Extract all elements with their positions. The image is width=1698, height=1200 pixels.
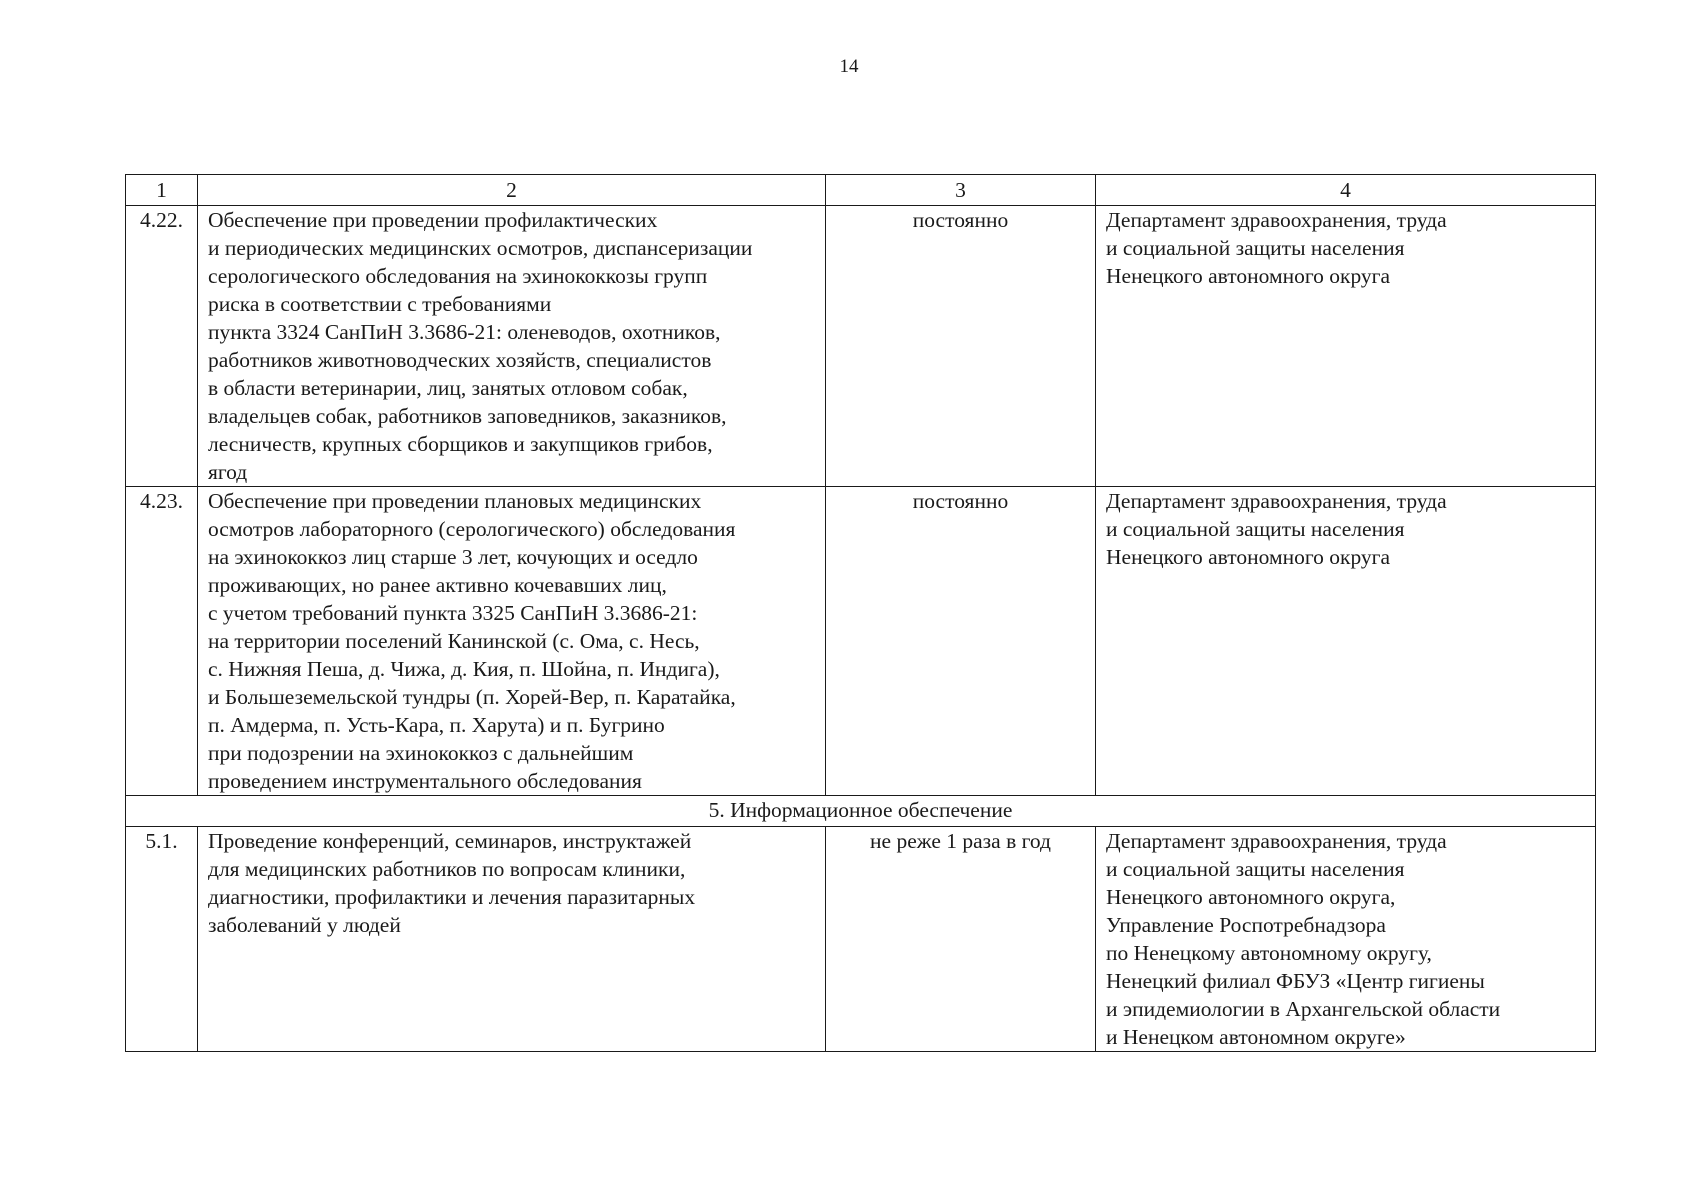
section-title: 5. Информационное обеспечение (126, 796, 1596, 827)
action-line: заболеваний у людей (208, 913, 401, 937)
term-cell: постоянно (826, 206, 1096, 487)
action-line: на территории поселений Канинской (с. Ома, с. Несь, (208, 629, 700, 653)
executor-line: и Ненецком автономном округе» (1106, 1025, 1406, 1049)
page-number: 14 (839, 56, 859, 77)
header-cell-col2: 2 (198, 175, 826, 206)
row-number: 4.22. (126, 206, 198, 487)
executor-line: Департамент здравоохранения, труда (1106, 829, 1447, 853)
action-line: при подозрении на эхинококкоз с дальнейшим (208, 741, 634, 765)
action-line: ягод (208, 460, 248, 484)
executor-line: Ненецкого автономного округа, (1106, 885, 1396, 909)
term-cell: не реже 1 раза в год (826, 827, 1096, 1052)
executor-line: Департамент здравоохранения, труда (1106, 489, 1447, 513)
action-line: риска в соответствии с требованиями (208, 292, 552, 316)
section-row (126, 796, 1596, 827)
table-header-row (126, 175, 1596, 206)
executor-cell (1096, 487, 1596, 796)
executor-line: и эпидемиологии в Архангельской области (1106, 997, 1501, 1021)
header-cell-col1: 1 (126, 175, 198, 206)
action-line: проведением инструментального обследования (208, 769, 642, 793)
table-row (126, 206, 1596, 487)
executor-line: по Ненецкому автономному округу, (1106, 941, 1432, 965)
action-line: с. Нижняя Пеша, д. Чижа, д. Кия, п. Шойна, п. Индига), (208, 657, 720, 681)
executor-line: Ненецкого автономного округа (1106, 264, 1391, 288)
executor-line: Управление Роспотребнадзора (1106, 913, 1386, 937)
executor-line: Департамент здравоохранения, труда (1106, 208, 1447, 232)
action-line: и периодических медицинских осмотров, диспансеризации (208, 236, 753, 260)
executor-line: и социальной защиты населения (1106, 517, 1405, 541)
executor-cell (1096, 827, 1596, 1052)
action-line: Обеспечение при проведении плановых медицинских (208, 489, 702, 513)
row-number: 4.23. (126, 487, 198, 796)
action-line: осмотров лабораторного (серологического) обследования (208, 517, 736, 541)
executor-line: Ненецкий филиал ФБУЗ «Центр гигиены (1106, 969, 1485, 993)
action-line: пункта 3324 СанПиН 3.3686-21: оленеводов, охотников, (208, 320, 721, 344)
action-line: Проведение конференций, семинаров, инструктажей (208, 829, 692, 853)
row-number: 5.1. (126, 827, 198, 1052)
executor-line: и социальной защиты населения (1106, 857, 1405, 881)
action-line: Обеспечение при проведении профилактических (208, 208, 658, 232)
term-cell: постоянно (826, 487, 1096, 796)
executor-line: и социальной защиты населения (1106, 236, 1405, 260)
executor-cell (1096, 206, 1596, 487)
executor-line: Ненецкого автономного округа (1106, 545, 1391, 569)
measures-table (125, 174, 1596, 1052)
action-line: на эхинококкоз лиц старше 3 лет, кочующих и оседло (208, 545, 698, 569)
action-line: и Большеземельской тундры (п. Хорей-Вер, п. Каратайка, (208, 685, 736, 709)
action-line: п. Амдерма, п. Усть-Кара, п. Харута) и п. Бугрино (208, 713, 665, 737)
action-line: в области ветеринарии, лиц, занятых отловом собак, (208, 376, 688, 400)
table-row (126, 487, 1596, 796)
action-line: серологического обследования на эхинококкозы групп (208, 264, 708, 288)
action-cell (198, 206, 826, 487)
action-cell (198, 487, 826, 796)
table-row (126, 827, 1596, 1052)
header-cell-col4: 4 (1096, 175, 1596, 206)
action-line: для медицинских работников по вопросам клиники, (208, 857, 686, 881)
action-line: диагностики, профилактики и лечения паразитарных (208, 885, 696, 909)
action-line: проживающих, но ранее активно кочевавших лиц, (208, 573, 667, 597)
action-line: работников животноводческих хозяйств, специалистов (208, 348, 712, 372)
action-line: лесничеств, крупных сборщиков и закупщиков грибов, (208, 432, 713, 456)
action-cell (198, 827, 826, 1052)
action-line: владельцев собак, работников заповедников, заказников, (208, 404, 727, 428)
header-cell-col3: 3 (826, 175, 1096, 206)
action-line: с учетом требований пункта 3325 СанПиН 3.3686-21: (208, 601, 698, 625)
